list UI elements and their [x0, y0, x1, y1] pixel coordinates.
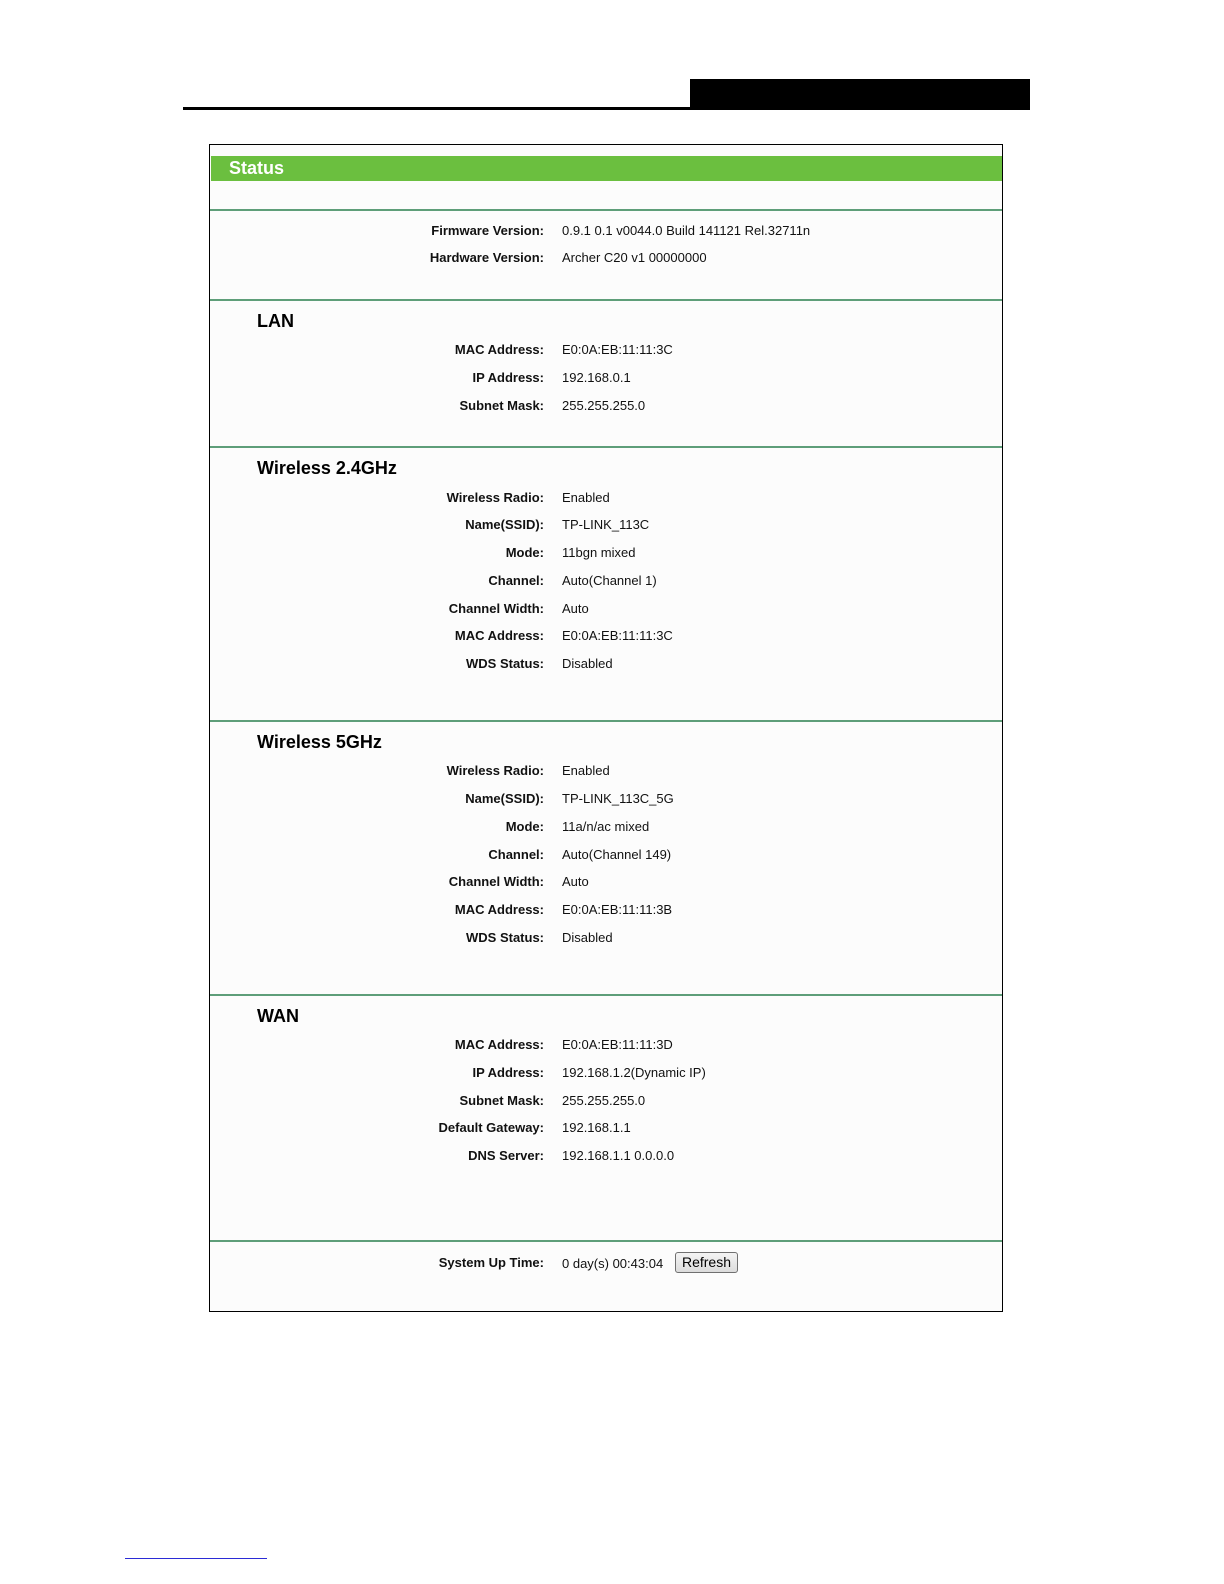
w5-mode-value: 11a/n/ac mixed	[562, 819, 650, 834]
w5-wds-value: Disabled	[562, 930, 613, 945]
wan-gateway-label: Default Gateway:	[438, 1120, 544, 1135]
wan-mac-value: E0:0A:EB:11:11:3D	[562, 1037, 673, 1052]
wireless24-section-title: Wireless 2.4GHz	[257, 458, 397, 478]
section-divider	[210, 1240, 1002, 1242]
w24-channel-value: Auto(Channel 1)	[562, 573, 657, 588]
w24-mode-label: Mode:	[505, 545, 544, 560]
w5-mac-label: MAC Address:	[454, 902, 544, 917]
w24-mac-value: E0:0A:EB:11:11:3C	[562, 628, 673, 643]
w5-ssid-label: Name(SSID):	[465, 791, 544, 806]
wan-dns-value: 192.168.1.1 0.0.0.0	[562, 1148, 675, 1163]
w5-width-label: Channel Width:	[448, 874, 544, 889]
wireless5-section-title: Wireless 5GHz	[257, 732, 382, 752]
w24-mode-value: 11bgn mixed	[562, 545, 636, 560]
refresh-button[interactable]: Refresh	[675, 1252, 738, 1273]
w5-mode-label: Mode:	[505, 819, 544, 834]
wan-ip-label: IP Address:	[472, 1065, 544, 1080]
status-title-bar	[211, 156, 1002, 181]
wan-gateway-value: 192.168.1.1	[562, 1120, 631, 1135]
uptime-value: 0 day(s) 00:43:04	[562, 1256, 664, 1271]
w24-ssid-value: TP-LINK_113C	[562, 517, 650, 532]
lan-section-title: LAN	[257, 311, 294, 331]
wan-subnet-label: Subnet Mask:	[459, 1093, 544, 1108]
lan-subnet-label: Subnet Mask:	[459, 398, 544, 413]
w5-radio-label: Wireless Radio:	[446, 763, 544, 778]
w5-channel-label: Channel:	[488, 847, 544, 862]
page-header-block	[690, 79, 1030, 110]
section-divider	[210, 446, 1002, 448]
section-divider	[210, 209, 1002, 211]
w5-wds-label: WDS Status:	[466, 930, 544, 945]
w24-mac-label: MAC Address:	[454, 628, 544, 643]
lan-mac-value: E0:0A:EB:11:11:3C	[562, 342, 673, 357]
section-divider	[210, 299, 1002, 301]
footer-link-underline	[125, 1558, 267, 1559]
panel-title: Status	[229, 158, 285, 178]
hardware-version-value: Archer C20 v1 00000000	[562, 250, 707, 265]
w5-ssid-value: TP-LINK_113C_5G	[562, 791, 674, 806]
status-panel	[209, 144, 1003, 1312]
wan-ip-value: 192.168.1.2(Dynamic IP)	[562, 1065, 706, 1080]
wan-mac-label: MAC Address:	[454, 1037, 544, 1052]
firmware-version-label: Firmware Version:	[431, 223, 544, 238]
w24-ssid-label: Name(SSID):	[465, 517, 544, 532]
w24-wds-label: WDS Status:	[466, 656, 544, 671]
lan-ip-label: IP Address:	[472, 370, 544, 385]
w24-width-label: Channel Width:	[448, 601, 544, 616]
page-header-rule	[183, 107, 1030, 110]
w5-channel-value: Auto(Channel 149)	[562, 847, 672, 862]
wan-subnet-value: 255.255.255.0	[562, 1093, 646, 1108]
lan-ip-value: 192.168.0.1	[562, 370, 631, 385]
firmware-version-value: 0.9.1 0.1 v0044.0 Build 141121 Rel.32711n	[562, 223, 811, 238]
uptime-label: System Up Time:	[438, 1255, 544, 1270]
w24-radio-value: Enabled	[562, 490, 610, 505]
w24-channel-label: Channel:	[488, 573, 544, 588]
section-divider	[210, 720, 1002, 722]
w5-radio-value: Enabled	[562, 763, 610, 778]
hardware-version-label: Hardware Version:	[429, 250, 544, 265]
w24-wds-value: Disabled	[562, 656, 613, 671]
lan-mac-label: MAC Address:	[454, 342, 544, 357]
w5-mac-value: E0:0A:EB:11:11:3B	[562, 902, 673, 917]
section-divider	[210, 994, 1002, 996]
wan-section-title: WAN	[257, 1006, 299, 1026]
wan-dns-label: DNS Server:	[468, 1148, 544, 1163]
w5-width-value: Auto	[562, 874, 589, 889]
w24-width-value: Auto	[562, 601, 589, 616]
w24-radio-label: Wireless Radio:	[446, 490, 544, 505]
lan-subnet-value: 255.255.255.0	[562, 398, 646, 413]
